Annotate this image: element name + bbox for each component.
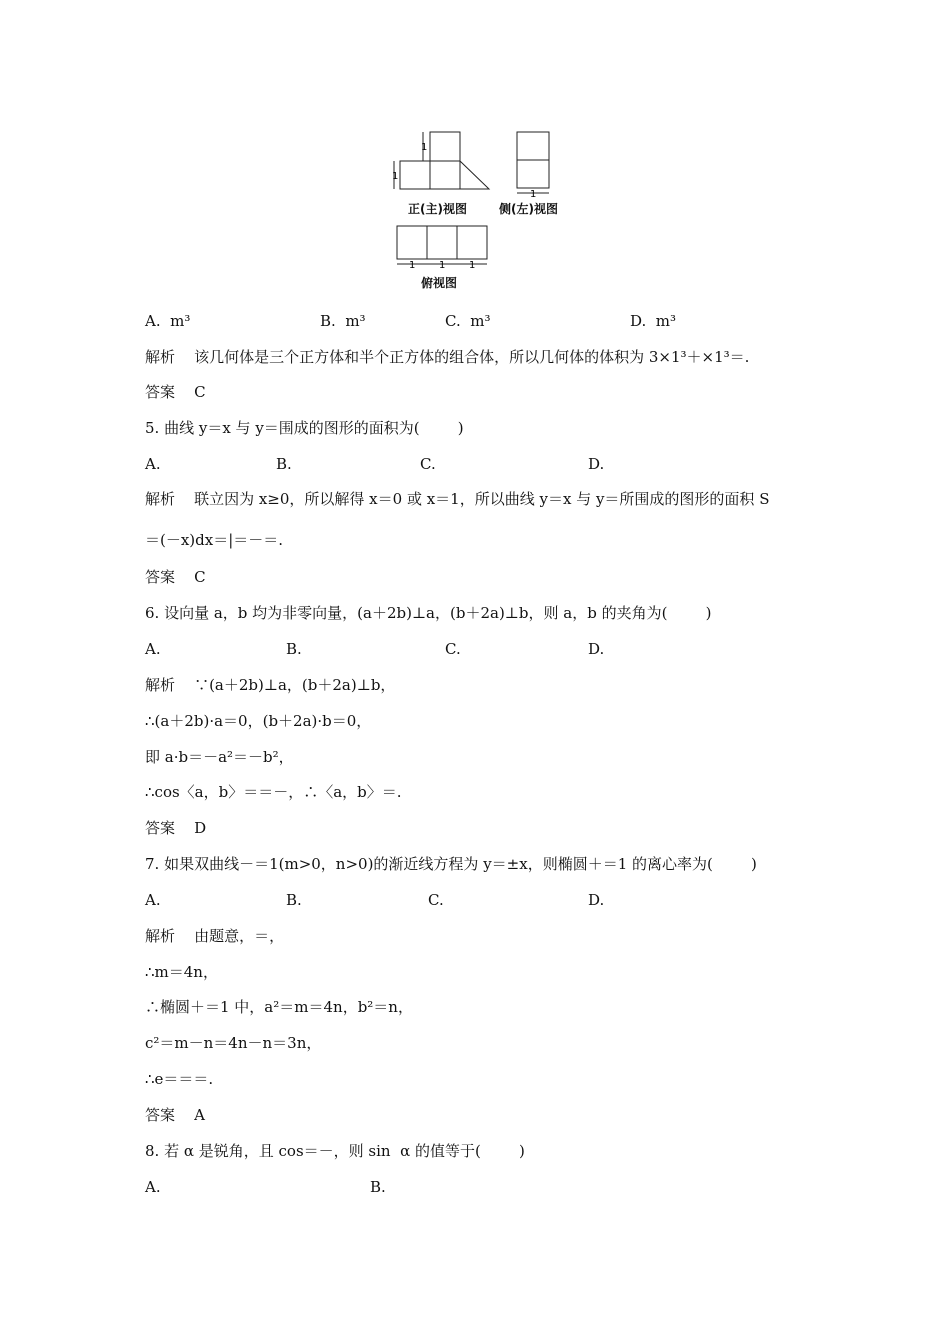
q7-option-d: D. xyxy=(588,891,605,909)
q5-option-c: C. xyxy=(420,455,436,473)
top-dim-2: 1 xyxy=(439,260,446,271)
side-view-bottom xyxy=(517,160,549,188)
top-view-cell-1 xyxy=(397,226,427,259)
top-view-label: 俯视图 xyxy=(421,276,458,290)
q7-option-c: C. xyxy=(428,891,444,909)
q6-answer: 答案 D xyxy=(145,819,207,837)
front-view-bottom-mid xyxy=(430,161,460,189)
q7-option-a: A. xyxy=(145,891,161,909)
front-dim-1: 1 xyxy=(421,142,428,153)
q4-option-d: D. m³ xyxy=(630,312,677,330)
q7-analysis-4: c²＝m－n＝4n－n＝3n， xyxy=(145,1034,322,1052)
q6-stem: 6. 设向量 a，b 均为非零向量，(a＋2b)⊥a，(b＋2a)⊥b，则 a，b 的夹角为( ) xyxy=(145,604,712,622)
q4-analysis: 解析 该几何体是三个正方体和半个正方体的组合体，所以几何体的体积为 3×1³＋×1³＝. xyxy=(145,348,750,366)
q6-analysis-3: 即 a·b＝－a²＝－b²， xyxy=(145,748,294,766)
q4-option-c: C. m³ xyxy=(445,312,491,330)
q5-option-b: B. xyxy=(276,455,292,473)
front-view-top-square xyxy=(430,132,460,161)
top-dim-3: 1 xyxy=(469,260,476,271)
q7-analysis-2: ∴m＝4n， xyxy=(145,963,218,981)
front-view-bottom-left xyxy=(400,161,430,189)
q4-option-a: A. m³ xyxy=(145,312,191,330)
q4-answer: 答案 C xyxy=(145,383,206,401)
q7-option-b: B. xyxy=(286,891,302,909)
q5-analysis-2: ＝(－x)dx＝|＝－＝. xyxy=(145,531,284,549)
q6-analysis-1: 解析 ∵(a＋2b)⊥a，(b＋2a)⊥b， xyxy=(145,676,396,694)
q7-analysis-3: ∴椭圆＋＝1 中，a²＝m＝4n，b²＝n， xyxy=(145,998,413,1016)
q5-answer: 答案 C xyxy=(145,568,206,586)
q7-analysis-1: 解析 由题意，＝， xyxy=(145,927,285,945)
q8-option-a: A. xyxy=(145,1178,161,1196)
q7-analysis-5: ∴e＝＝＝. xyxy=(145,1070,214,1088)
q8-stem: 8. 若 α 是锐角，且 cos＝－，则 sin α 的值等于( ) xyxy=(145,1142,525,1160)
q5-analysis-1: 解析 联立因为 x≥0，所以解得 x＝0 或 x＝1，所以曲线 y＝x 与 y＝所围成的图形的面积 S xyxy=(145,490,770,508)
q5-option-a: A. xyxy=(145,455,161,473)
q6-option-c: C. xyxy=(445,640,461,658)
q6-option-a: A. xyxy=(145,640,161,658)
top-view-cell-2 xyxy=(427,226,457,259)
side-dim: 1 xyxy=(530,189,537,200)
q6-option-b: B. xyxy=(286,640,302,658)
q4-option-b: B. m³ xyxy=(320,312,366,330)
q5-option-d: D. xyxy=(588,455,605,473)
front-view-half-cube xyxy=(460,161,489,189)
front-dim-2: 1 xyxy=(392,171,399,182)
q6-analysis-2: ∴(a＋2b)·a＝0，(b＋2a)·b＝0， xyxy=(145,712,372,730)
top-view-cell-3 xyxy=(457,226,487,259)
front-view-label: 正(主)视图 xyxy=(408,202,467,216)
q7-answer: 答案 A xyxy=(145,1106,205,1124)
q5-stem: 5. 曲线 y＝x 与 y＝围成的图形的面积为( ) xyxy=(145,419,464,437)
q6-option-d: D. xyxy=(588,640,605,658)
top-dim-1: 1 xyxy=(409,260,416,271)
side-view-top xyxy=(517,132,549,160)
q6-analysis-4: ∴cos〈a，b〉＝＝－，∴〈a，b〉＝. xyxy=(145,783,402,801)
q7-stem: 7. 如果双曲线－＝1(m>0，n>0)的渐近线方程为 y＝±x，则椭圆＋＝1 的离心率为( ) xyxy=(145,855,757,873)
side-view-label: 侧(左)视图 xyxy=(499,202,558,216)
q8-option-b: B. xyxy=(370,1178,386,1196)
